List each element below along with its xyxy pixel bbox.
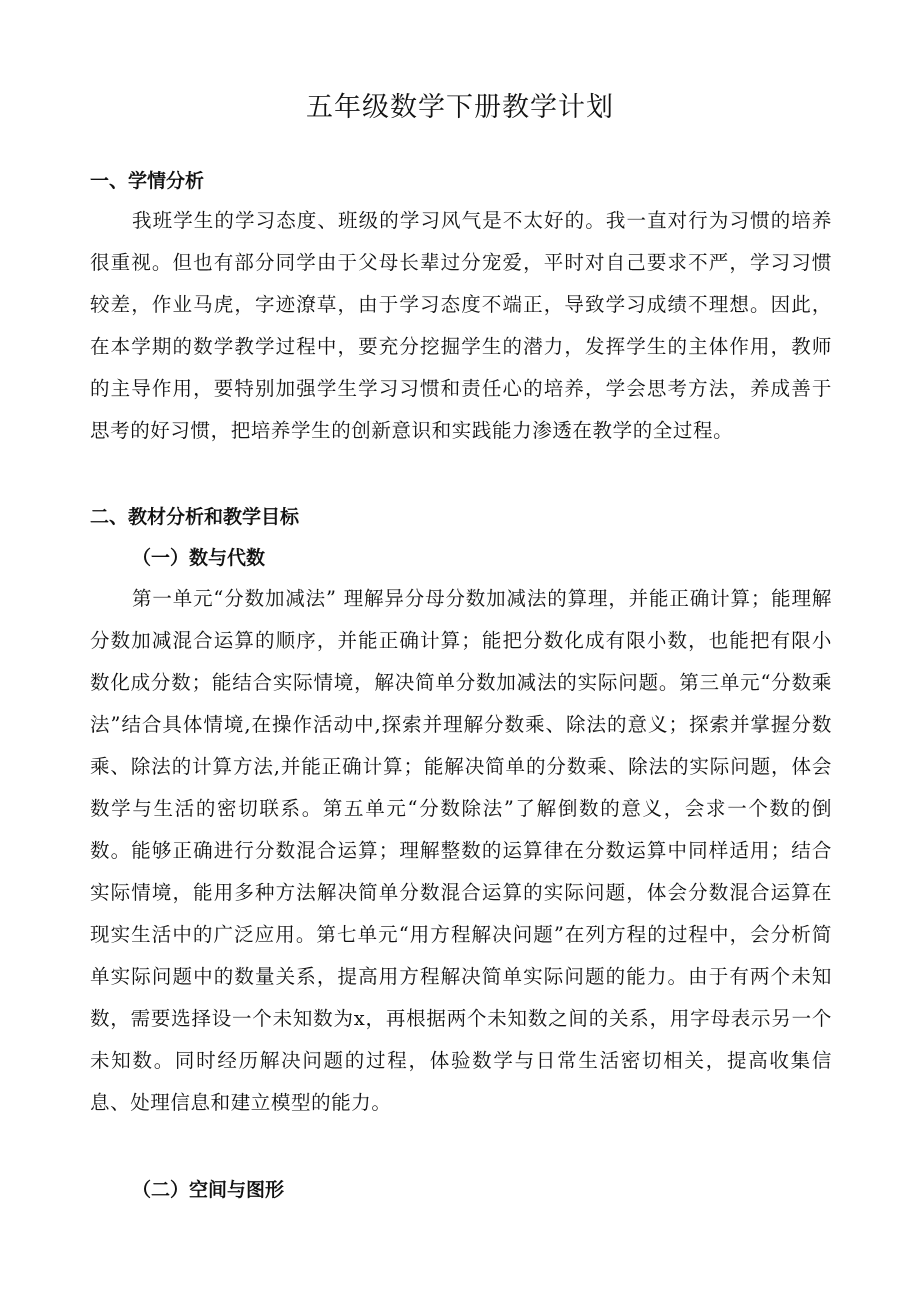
subsection-heading-number-algebra: （一）数与代数 [132, 547, 266, 569]
section-heading-student-analysis: 一、学情分析 [90, 170, 205, 192]
subsection-heading-space-geometry: （二）空间与图形 [132, 1179, 285, 1201]
section-paragraph-student-analysis: 我班学生的学习态度、班级的学习风气是不太好的。我一直对行为习惯的培养很重视。但也有部分同学由于父母长辈过分宠爱，平时对自己要求不严，学习习惯较差，作业马虎，字迹潦草，由于学习态度不端正，导致学习成绩不理想。因此，在本学期的数学教学过程中，要充分挖掘学生的潜力，发挥学生的主体作用，教师的主导作用，要特别加强学生学习习惯和责任心的培养，学会思考方法，养成善于思考的好习惯，把培养学生的创新意识和实践能力渗透在教学的全过程。 [90, 209, 832, 442]
section-heading-textbook-analysis: 二、教材分析和教学目标 [90, 506, 300, 528]
page-title: 五年级数学下册教学计划 [306, 92, 614, 123]
subsection-paragraph-number-algebra: 第一单元“分数加减法” 理解异分母分数加减法的算理，并能正确计算；能理解分数加减混合运算的顺序，并能正确计算；能把分数化成有限小数，也能把有限小数化成分数；能结合实际情境，解决简单分数加减法的实际问题。第三单元“分数乘法”结合具体情境,在操作活动中,探索并理解分数乘、除法的意义；探索并掌握分数乘、除法的计算方法,并能正确计算；能解决简单的分数乘、除法的实际问题，体会数学与生活的密切联系。第五单元“分数除法”了解倒数的意义，会求一个数的倒数。能够正确进行分数混合运算；理解整数的运算律在分数运算中同样适用；结合实际情境，能用多种方法解决简单分数混合运算的实际问题，体会分数混合运算在现实生活中的广泛应用。第七单元“用方程解决问题”在列方程的过程中，会分析简单实际问题中的数量关系，提高用方程解决简单实际问题的能力。由于有两个未知数，需要选择设一个未知数为x，再根据两个未知数之间的关系，用字母表示另一个未知数。同时经历解决问题的过程，体验数学与日常生活密切相关，提高收集信息、处理信息和建立模型的能力。 [90, 587, 832, 1114]
